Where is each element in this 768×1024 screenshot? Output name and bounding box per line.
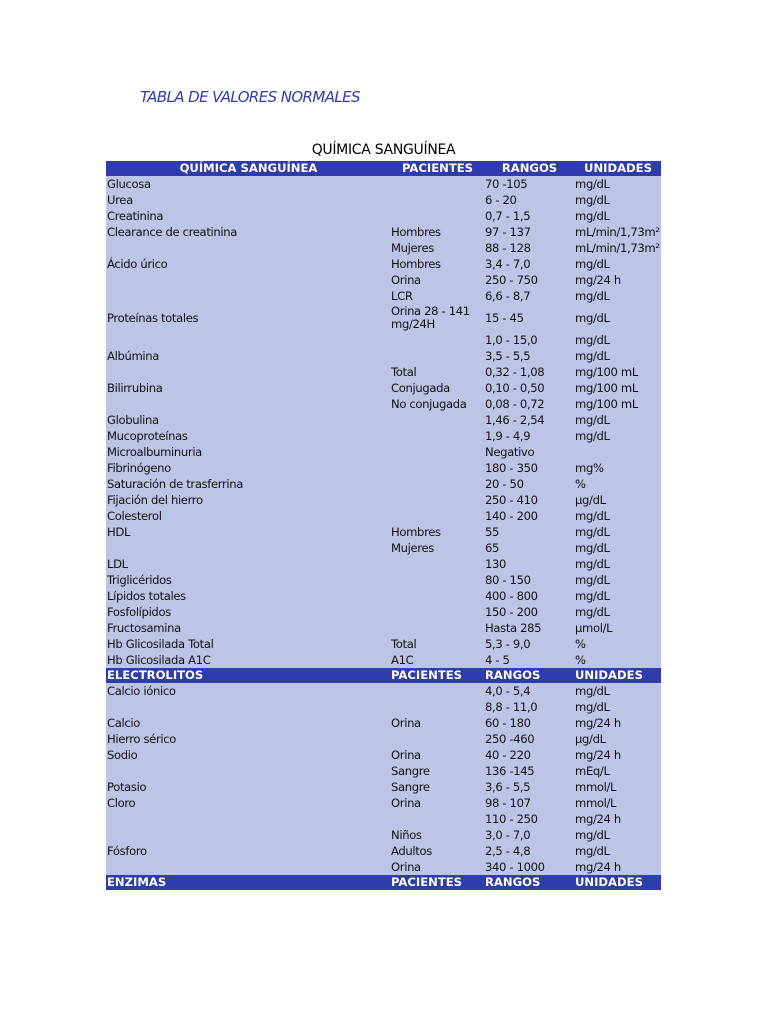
table-cell (390, 699, 484, 715)
table-row (106, 348, 661, 364)
table-cell: mg/dL (574, 604, 661, 620)
table-cell: 3,6 - 5,5 (484, 779, 574, 795)
table-cell: mg/dL (574, 348, 661, 364)
table-row (106, 224, 661, 240)
table-row (106, 683, 661, 699)
table-cell: mg/dL (574, 524, 661, 540)
table-cell: 0,7 - 1,5 (484, 208, 574, 224)
header-row-enzimas (106, 875, 661, 890)
table-row (106, 636, 661, 652)
table-cell: Orina (390, 747, 484, 763)
table-cell: Calcio (106, 715, 390, 731)
table-row (106, 540, 661, 556)
table-cell: mg/100 mL (574, 380, 661, 396)
header-cell: PACIENTES (390, 668, 484, 683)
table-row (106, 272, 661, 288)
table-cell: mg/dL (574, 699, 661, 715)
table-cell: Triglicéridos (106, 572, 390, 588)
table-cell: Fibrinógeno (106, 460, 390, 476)
table-cell (390, 492, 484, 508)
header-cell: UNIDADES (574, 875, 661, 890)
table-cell: mg% (574, 460, 661, 476)
table-cell: mg/24 h (574, 859, 661, 875)
table-cell: HDL (106, 524, 390, 540)
table-row (106, 811, 661, 827)
table-cell: 250 - 750 (484, 272, 574, 288)
table-row (106, 763, 661, 779)
table-cell (106, 288, 390, 304)
table-cell: % (574, 636, 661, 652)
table-row (106, 428, 661, 444)
table-cell: Sodio (106, 747, 390, 763)
table-cell: 70 -105 (484, 176, 574, 192)
table-cell: Sangre (390, 763, 484, 779)
table-cell (390, 192, 484, 208)
table-cell: Lípidos totales (106, 588, 390, 604)
table-cell: Glucosa (106, 176, 390, 192)
table-cell: mg/dL (574, 556, 661, 572)
table-cell (390, 731, 484, 747)
table-cell: 6 - 20 (484, 192, 574, 208)
table-cell: Orina (390, 795, 484, 811)
table-cell (106, 272, 390, 288)
header-cell: RANGOS (484, 668, 574, 683)
header-cell: ENZIMAS (106, 875, 390, 890)
table-cell: 6,6 - 8,7 (484, 288, 574, 304)
table-row (106, 843, 661, 859)
table-cell: mmol/L (574, 779, 661, 795)
table-cell: 3,0 - 7,0 (484, 827, 574, 843)
table-cell: mL/min/1,73m² (575, 224, 660, 239)
table-row (106, 288, 661, 304)
table-cell: 5,3 - 9,0 (484, 636, 574, 652)
table-cell: 8,8 - 11,0 (484, 699, 574, 715)
table-cell (106, 811, 390, 827)
table-row (106, 715, 661, 731)
table-cell (390, 588, 484, 604)
table-cell (106, 859, 390, 875)
table-row (106, 380, 661, 396)
table-cell: Ácido úrico (106, 256, 390, 272)
table-cell: 4 - 5 (484, 652, 574, 668)
table-cell (390, 572, 484, 588)
table-cell: 0,10 - 0,50 (484, 380, 574, 396)
table-cell: Clearance de creatinina (106, 224, 390, 240)
table-cell: % (574, 476, 661, 492)
table-cell: 340 - 1000 (484, 859, 574, 875)
table-cell: 110 - 250 (484, 811, 574, 827)
table-row (106, 508, 661, 524)
table-cell: mg/dL (574, 827, 661, 843)
table-cell: Hombres (390, 256, 484, 272)
table-row (106, 208, 661, 224)
table-row (106, 524, 661, 540)
header-cell: QUÍMICA SANGUÍNEA (106, 161, 390, 176)
table-cell: Hb Glicosilada Total (106, 636, 390, 652)
table-row (106, 304, 661, 332)
table-cell: mg/dL (574, 843, 661, 859)
table-cell: % (574, 652, 661, 668)
table-cell: 130 (484, 556, 574, 572)
table-cell (390, 508, 484, 524)
table-cell (106, 364, 390, 380)
table-cell (390, 208, 484, 224)
table-row (106, 492, 661, 508)
table-cell (106, 763, 390, 779)
table-cell: Orina (390, 715, 484, 731)
table-title: QUÍMICA SANGUÍNEA (311, 142, 456, 158)
table-cell (106, 240, 390, 256)
table-cell: mg/dL (574, 572, 661, 588)
table-cell: Hierro sérico (106, 731, 390, 747)
table-cell: 250 - 410 (484, 492, 574, 508)
table-cell: Urea (106, 192, 390, 208)
table-row (106, 332, 661, 348)
table-cell: 2,5 - 4,8 (484, 843, 574, 859)
table-cell: Potasio (106, 779, 390, 795)
table-cell: LCR (390, 288, 484, 304)
table-cell: mg/100 mL (574, 364, 661, 380)
table-cell: mg/dL (574, 304, 661, 332)
table-cell: mg/24 h (574, 715, 661, 731)
table-cell: No conjugada (390, 396, 484, 412)
table-cell: Saturación de trasferrina (106, 476, 390, 492)
header-cell: PACIENTES (390, 161, 484, 176)
table-cell: 88 - 128 (484, 240, 574, 256)
table-cell: mg/dL (574, 540, 661, 556)
table-cell: mg/dL (574, 683, 661, 699)
table-row (106, 731, 661, 747)
table-cell: Niños (390, 827, 484, 843)
table-cell (390, 332, 484, 348)
table-cell: mg/dL (574, 176, 661, 192)
document-title: TABLA DE VALORES NORMALES (140, 88, 360, 106)
table-cell: Calcio iónico (106, 683, 390, 699)
table-cell: 40 - 220 (484, 747, 574, 763)
table-row (106, 620, 661, 636)
table-cell: 1,46 - 2,54 (484, 412, 574, 428)
table-cell: Fosfolípidos (106, 604, 390, 620)
header-cell: ELECTROLITOS (106, 668, 390, 683)
table-cell: 3,4 - 7,0 (484, 256, 574, 272)
table-cell: µg/dL (574, 492, 661, 508)
table-cell: 136 -145 (484, 763, 574, 779)
table-cell: mg/24 h (574, 811, 661, 827)
table-row (106, 192, 661, 208)
table-row (106, 412, 661, 428)
table-cell: mg/dL (574, 428, 661, 444)
table-row (106, 779, 661, 795)
table-cell: mg/100 mL (574, 396, 661, 412)
table-cell: 65 (484, 540, 574, 556)
table-cell: mg/24 h (574, 747, 661, 763)
table-row (106, 795, 661, 811)
header-row-quimica (106, 161, 661, 176)
table-cell: Albúmina (106, 348, 390, 364)
table-cell: Fructosamina (106, 620, 390, 636)
table-cell: Creatinina (106, 208, 390, 224)
table-cell: Adultos (390, 843, 484, 859)
table-cell: 55 (484, 524, 574, 540)
table-row (106, 652, 661, 668)
table-cell: Globulina (106, 412, 390, 428)
table-row (106, 604, 661, 620)
header-cell: RANGOS (484, 875, 574, 890)
table-cell: 60 - 180 (484, 715, 574, 731)
table-cell: 80 - 150 (484, 572, 574, 588)
table-cell: Total (390, 364, 484, 380)
table-cell (106, 332, 390, 348)
table-cell (106, 396, 390, 412)
table-row (106, 827, 661, 843)
table-cell (390, 683, 484, 699)
table-row (106, 699, 661, 715)
table-cell: 400 - 800 (484, 588, 574, 604)
table-row (106, 476, 661, 492)
table-cell: LDL (106, 556, 390, 572)
header-cell: UNIDADES (574, 161, 661, 176)
table-cell (574, 444, 661, 460)
table-cell: Hombres (390, 524, 484, 540)
table-cell (390, 620, 484, 636)
table-cell: 0,32 - 1,08 (484, 364, 574, 380)
table-cell: 0,08 - 0,72 (484, 396, 574, 412)
table-cell: Mujeres (390, 540, 484, 556)
table-cell: mmol/L (574, 795, 661, 811)
header-cell: RANGOS (484, 161, 574, 176)
table-cell (106, 827, 390, 843)
table-cell (390, 348, 484, 364)
table-cell (390, 176, 484, 192)
table-row (106, 256, 661, 272)
table-cell: Negativo (484, 444, 574, 460)
table-row (106, 556, 661, 572)
table-cell: mg/dL (574, 508, 661, 524)
table-cell: Total (390, 636, 484, 652)
table-cell: Microalbuminuria (106, 444, 390, 460)
header-cell: PACIENTES (390, 875, 484, 890)
table-cell: 140 - 200 (484, 508, 574, 524)
table-cell (390, 604, 484, 620)
table-cell: 1,9 - 4,9 (484, 428, 574, 444)
header-row-electrolitos (106, 668, 661, 683)
table-cell (106, 540, 390, 556)
table-cell: 180 - 350 (484, 460, 574, 476)
table-cell: mg/dL (574, 588, 661, 604)
table-cell: Orina (390, 859, 484, 875)
table-cell: mg/24 h (574, 272, 661, 288)
table-row (106, 396, 661, 412)
table-cell: mg/dL (574, 288, 661, 304)
table-cell: Bilirrubina (106, 380, 390, 396)
table-row (106, 176, 661, 192)
table-cell: 97 - 137 (484, 224, 574, 240)
table-cell: Hb Glicosilada A1C (106, 652, 390, 668)
table-cell: Hombres (390, 224, 484, 240)
table-cell: Fijación del hierro (106, 492, 390, 508)
table-cell: µg/dL (574, 731, 661, 747)
table-cell (390, 460, 484, 476)
table-cell: 1,0 - 15,0 (484, 332, 574, 348)
table-cell: mg/dL (574, 192, 661, 208)
table-cell: Orina 28 - 141 mg/24H (390, 304, 484, 332)
table-cell: mg/dL (574, 256, 661, 272)
table-cell: 150 - 200 (484, 604, 574, 620)
table-cell (390, 428, 484, 444)
table-row (106, 859, 661, 875)
table-row (106, 747, 661, 763)
table-cell (390, 811, 484, 827)
table-cell (106, 699, 390, 715)
table-cell: 20 - 50 (484, 476, 574, 492)
table-cell: Proteínas totales (106, 304, 390, 332)
table-cell: Colesterol (106, 508, 390, 524)
table-cell: 3,5 - 5,5 (484, 348, 574, 364)
table-cell: Hasta 285 (484, 620, 574, 636)
table-cell: A1C (390, 652, 484, 668)
table-cell: Conjugada (390, 380, 484, 396)
table-cell: 98 - 107 (484, 795, 574, 811)
table-row (106, 364, 661, 380)
table-cell: mg/dL (574, 208, 661, 224)
table-cell: 250 -460 (484, 731, 574, 747)
table-cell: 4,0 - 5,4 (484, 683, 574, 699)
table-cell (390, 412, 484, 428)
table-cell: mg/dL (574, 332, 661, 348)
table-cell: mL/min/1,73m² (575, 240, 660, 255)
table-cell: µmol/L (574, 620, 661, 636)
table-cell (390, 444, 484, 460)
table-cell: mEq/L (574, 763, 661, 779)
reference-values-table (106, 161, 661, 890)
header-cell: UNIDADES (574, 668, 661, 683)
table-row (106, 444, 661, 460)
table-row (106, 572, 661, 588)
table-row (106, 588, 661, 604)
table-cell (390, 476, 484, 492)
table-cell: Mucoproteínas (106, 428, 390, 444)
table-cell (390, 556, 484, 572)
table-cell: mg/dL (574, 412, 661, 428)
table-cell: Sangre (390, 779, 484, 795)
table-cell: Cloro (106, 795, 390, 811)
table-row (106, 460, 661, 476)
table-cell: 15 - 45 (484, 304, 574, 332)
table-cell: Mujeres (390, 240, 484, 256)
table-row (106, 240, 661, 256)
table-cell: Orina (390, 272, 484, 288)
table-cell: Fósforo (106, 843, 390, 859)
